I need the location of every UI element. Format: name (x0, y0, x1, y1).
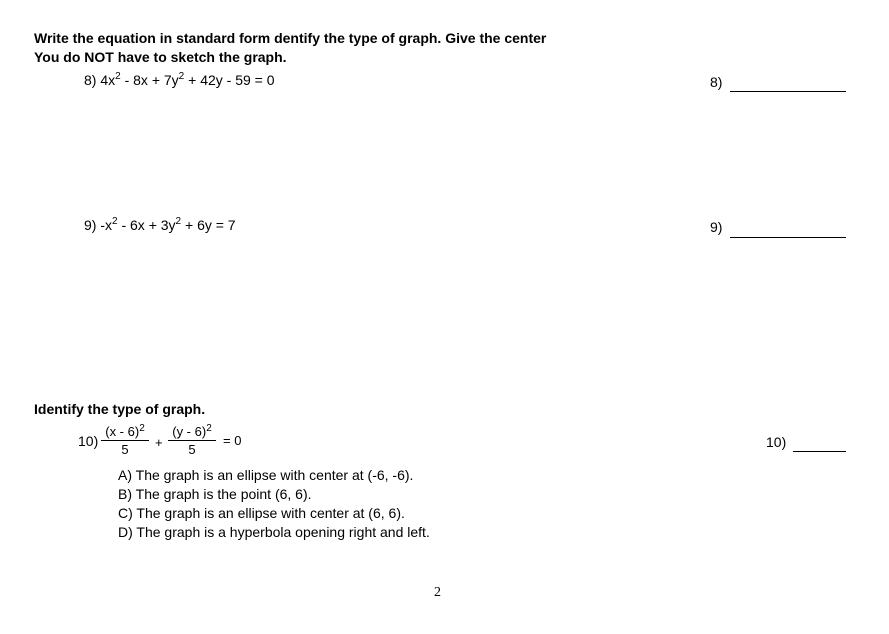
answer-label-8: 8) (710, 74, 723, 90)
fraction-denominator: 5 (188, 442, 196, 457)
numerator-text: (x - 6) (105, 424, 140, 439)
exponent: 2 (115, 71, 121, 82)
instruction-line-2: You do NOT have to sketch the graph. (34, 49, 287, 65)
fraction-denominator: 5 (121, 442, 129, 457)
equation-term: + 6y = 7 (181, 217, 236, 233)
equation-term: - 8x + 7y (120, 72, 179, 88)
exponent: 2 (175, 216, 182, 227)
equation-term: + 42y - 59 = 0 (184, 72, 275, 88)
numerator-text: (y - 6) (172, 424, 207, 439)
choice-a[interactable]: A) The graph is an ellipse with center at (-6, -6). (118, 467, 414, 483)
answer-blank-10[interactable] (793, 451, 846, 452)
question-number-10: 10) (78, 433, 99, 449)
equation-term: -x (100, 217, 113, 233)
question-number: 9) (84, 217, 97, 233)
page-number: 2 (434, 585, 441, 600)
answer-label-10: 10) (766, 434, 787, 450)
equation-term: 4x (100, 72, 116, 88)
instruction-identify: Identify the type of graph. (34, 401, 206, 417)
choice-c[interactable]: C) The graph is an ellipse with center at (6, 6). (118, 505, 405, 521)
question-8 (84, 72, 275, 88)
exponent: 2 (206, 423, 212, 434)
equals-zero: = 0 (223, 433, 242, 448)
choice-d[interactable]: D) The graph is a hyperbola opening right and left. (118, 524, 430, 540)
answer-blank-8[interactable] (730, 91, 846, 92)
fraction-x (101, 424, 149, 457)
exponent: 2 (178, 71, 185, 82)
instruction-line-1: Write the equation in standard form dentify the type of graph. Give the center (34, 30, 547, 46)
choice-b[interactable]: B) The graph is the point (6, 6). (118, 486, 312, 502)
answer-label-9: 9) (710, 219, 723, 235)
answer-blank-9[interactable] (730, 237, 846, 238)
fraction-numerator (101, 424, 149, 441)
exponent: 2 (139, 423, 145, 434)
plus-sign: + (155, 435, 163, 450)
question-number: 8) (84, 72, 97, 88)
fraction-numerator (168, 424, 216, 441)
equation-term: - 6x + 3y (117, 217, 176, 233)
exponent: 2 (112, 216, 118, 227)
question-9 (84, 217, 236, 233)
fraction-y (168, 424, 216, 457)
